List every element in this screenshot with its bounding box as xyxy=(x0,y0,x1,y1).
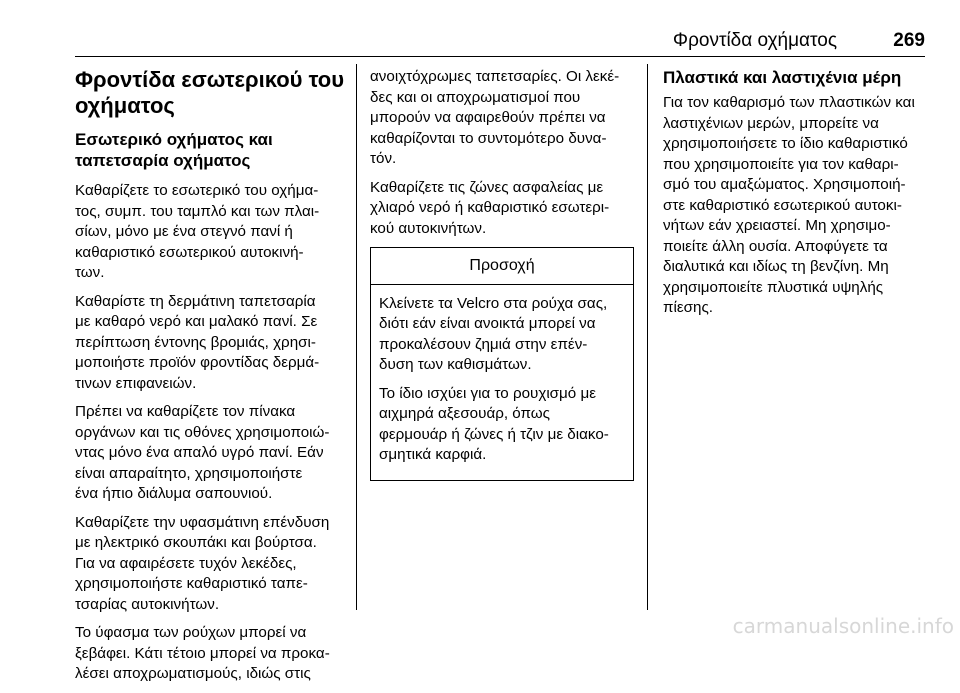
page-number: 269 xyxy=(893,30,925,51)
caution-box xyxy=(370,247,634,481)
paragraph: Το ύφασμα των ρούχων μπορεί να ξεβάφει. Κάτι τέτοιο μπορεί να προκα- λέσει αποχρωματισμούς, ιδιώς στις xyxy=(75,624,330,682)
paragraph: Για τον καθαρισμό των πλαστικών και λαστιχένιων μερών, μπορείτε να χρησιμοποιήσετε το ίδιο καθαριστικό που χρησιμοποιείτε για τον καθαρι- σμό του αμαξώματος. Χρησιμοποιή- στε καθαριστικό εσωτερικού αυτοκι- νήτων εάν χρειαστεί. Μη χρησιμο- ποιείτε άλλη ουσία. Αποφύγετε τα διαλυτικά και ιδίως τη βενζίνη. Μη χρησιμοποιείτε πλυστικά υψηλής πίεσης. xyxy=(663,94,915,316)
paragraph: Καθαρίστε τη δερμάτινη ταπετσαρία με καθαρό νερό και μαλακό πανί. Σε περίπτωση έντονης βρομιάς, χρησι- μοποιήστε προϊόν φροντίδας δερμά- τινων επιφανειών. xyxy=(75,292,320,392)
section-title: Φροντίδα εσωτερικού του οχήματος xyxy=(75,67,345,118)
caution-title: Προσοχή xyxy=(371,248,633,285)
column-1 xyxy=(75,67,355,693)
column-divider xyxy=(356,64,357,610)
watermark: carmanualsonline.info xyxy=(732,614,954,638)
subsection-title-plastics: Πλαστικά και λαστιχένια μέρη xyxy=(663,68,902,87)
paragraph: ανοιχτόχρωμες ταπετσαρίες. Οι λεκέ- δες και οι αποχρωματισμοί που μπορούν να αφαιρεθούν πρέπει να καθαρίζονται το συντομότερο δυνα- τόν. xyxy=(370,68,620,167)
caution-paragraph: Κλείνετε τα Velcro στα ρούχα σας, διότι εάν είναι ανοικτά μπορεί να προκαλέσουν ζημιά στην επέν- δυση των καθισμάτων. xyxy=(379,294,608,373)
running-title: Φροντίδα οχήματος xyxy=(672,30,837,51)
header-rule xyxy=(75,56,925,57)
column-divider xyxy=(647,64,648,610)
paragraph: Καθαρίζετε την υφασμάτινη επένδυση με ηλεκτρικό σκουπάκι και βούρτσα. Για να αφαιρέσετε τυχόν λεκέδες, χρησιμοποιήστε καθαριστικό ταπε- τσαρίας αυτοκινήτων. xyxy=(75,513,330,613)
caution-body xyxy=(371,285,633,480)
column-2 xyxy=(370,67,635,481)
caution-paragraph: Το ίδιο ισχύει για το ρουχισμό με αιχμηρά αξεσουάρ, όπως φερμουάρ ή ζώνες ή τζιν με διακο- σμητικά καρφιά. xyxy=(379,384,609,463)
paragraph: Καθαρίζετε τις ζώνες ασφαλείας με χλιαρό νερό ή καθαριστικό εσωτερι- κού αυτοκινήτων. xyxy=(370,178,610,237)
column-3 xyxy=(663,67,928,327)
subsection-title-interior: Εσωτερικό οχήματος και ταπετσαρία οχήματος xyxy=(75,130,273,170)
paragraph: Καθαρίζετε το εσωτερικό του οχήμα- τος, συμπ. του ταμπλό και των πλαι- σίων, μόνο με ένα στεγνό πανί ή καθαριστικό εσωτερικού αυτοκινή- των. xyxy=(75,182,320,281)
page-header xyxy=(75,22,925,58)
paragraph: Πρέπει να καθαρίζετε τον πίνακα οργάνων και τις οθόνες χρησιμοποιώ- ντας μόνο ένα απαλό υγρό πανί. Εάν είναι απαραίτητο, χρησιμοποιήστε ένα ήπιο διάλυμα σαπουνιού. xyxy=(75,403,330,502)
